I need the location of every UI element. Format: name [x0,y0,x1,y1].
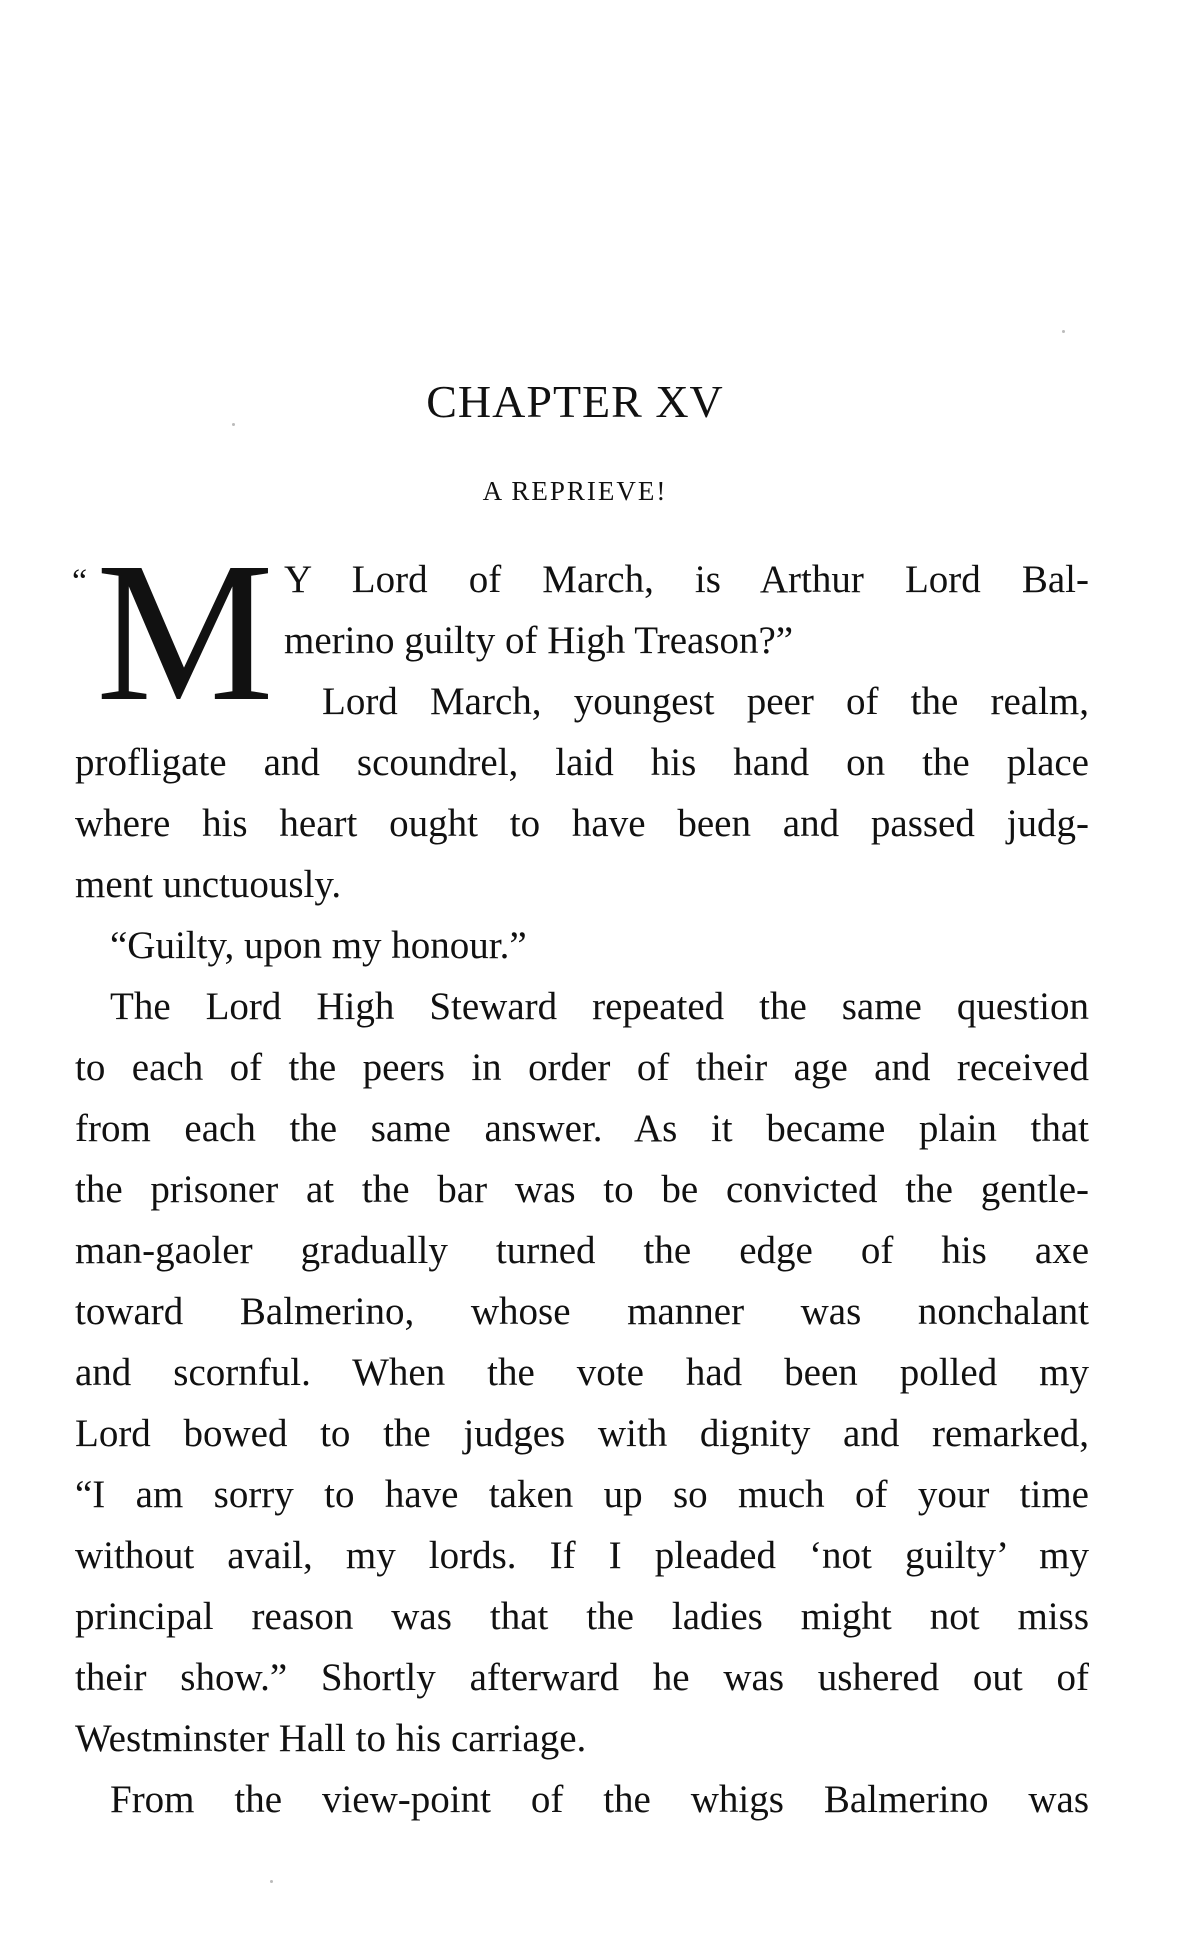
text-line-16: “I am sorry to have taken up so much of your time [75,1473,1089,1516]
paper-speck [1062,330,1065,333]
text-line-10: from each the same answer. As it became plain that [75,1107,1089,1150]
drop-cap-letter: M [96,522,268,743]
text-line-13: toward Balmerino, whose manner was nonchalant [75,1290,1089,1333]
paper-speck [232,423,235,426]
chapter-heading: CHAPTER XV [426,376,724,427]
text-line-20: Westminster Hall to his carriage. [75,1717,587,1760]
text-line-9: to each of the peers in order of their age and received [75,1046,1089,1089]
text-line-7: “Guilty, upon my honour.” [110,924,527,967]
text-line-21: From the view-point of the whigs Balmerino was [110,1778,1089,1821]
text-line-2: merino guilty of High Treason?” [284,619,794,662]
text-line-5: where his heart ought to have been and passed judg- [75,802,1089,845]
text-line-8: The Lord High Steward repeated the same question [110,985,1089,1028]
text-line-12: man-gaoler gradually turned the edge of his axe [75,1229,1089,1272]
text-line-1: Y Lord of March, is Arthur Lord Bal- [284,558,1089,601]
text-line-6: ment unctuously. [75,863,342,906]
text-line-4: profligate and scoundrel, laid his hand on the place [75,741,1089,784]
text-line-19: their show.” Shortly afterward he was ushered out of [75,1656,1089,1699]
chapter-subtitle: A REPRIEVE! [482,476,668,506]
text-line-18: principal reason was that the ladies might not miss [75,1595,1089,1638]
text-line-17: without avail, my lords. If I pleaded ‘not guilty’ my [75,1534,1089,1577]
paper-speck [270,1880,273,1883]
text-line-14: and scornful. When the vote had been polled my [75,1351,1089,1394]
text-line-11: the prisoner at the bar was to be convicted the gentle- [75,1168,1089,1211]
opening-quote-mark: “ [72,563,88,600]
text-line-15: Lord bowed to the judges with dignity and remarked, [75,1412,1089,1455]
text-line-3: Lord March, youngest peer of the realm, [322,680,1089,723]
